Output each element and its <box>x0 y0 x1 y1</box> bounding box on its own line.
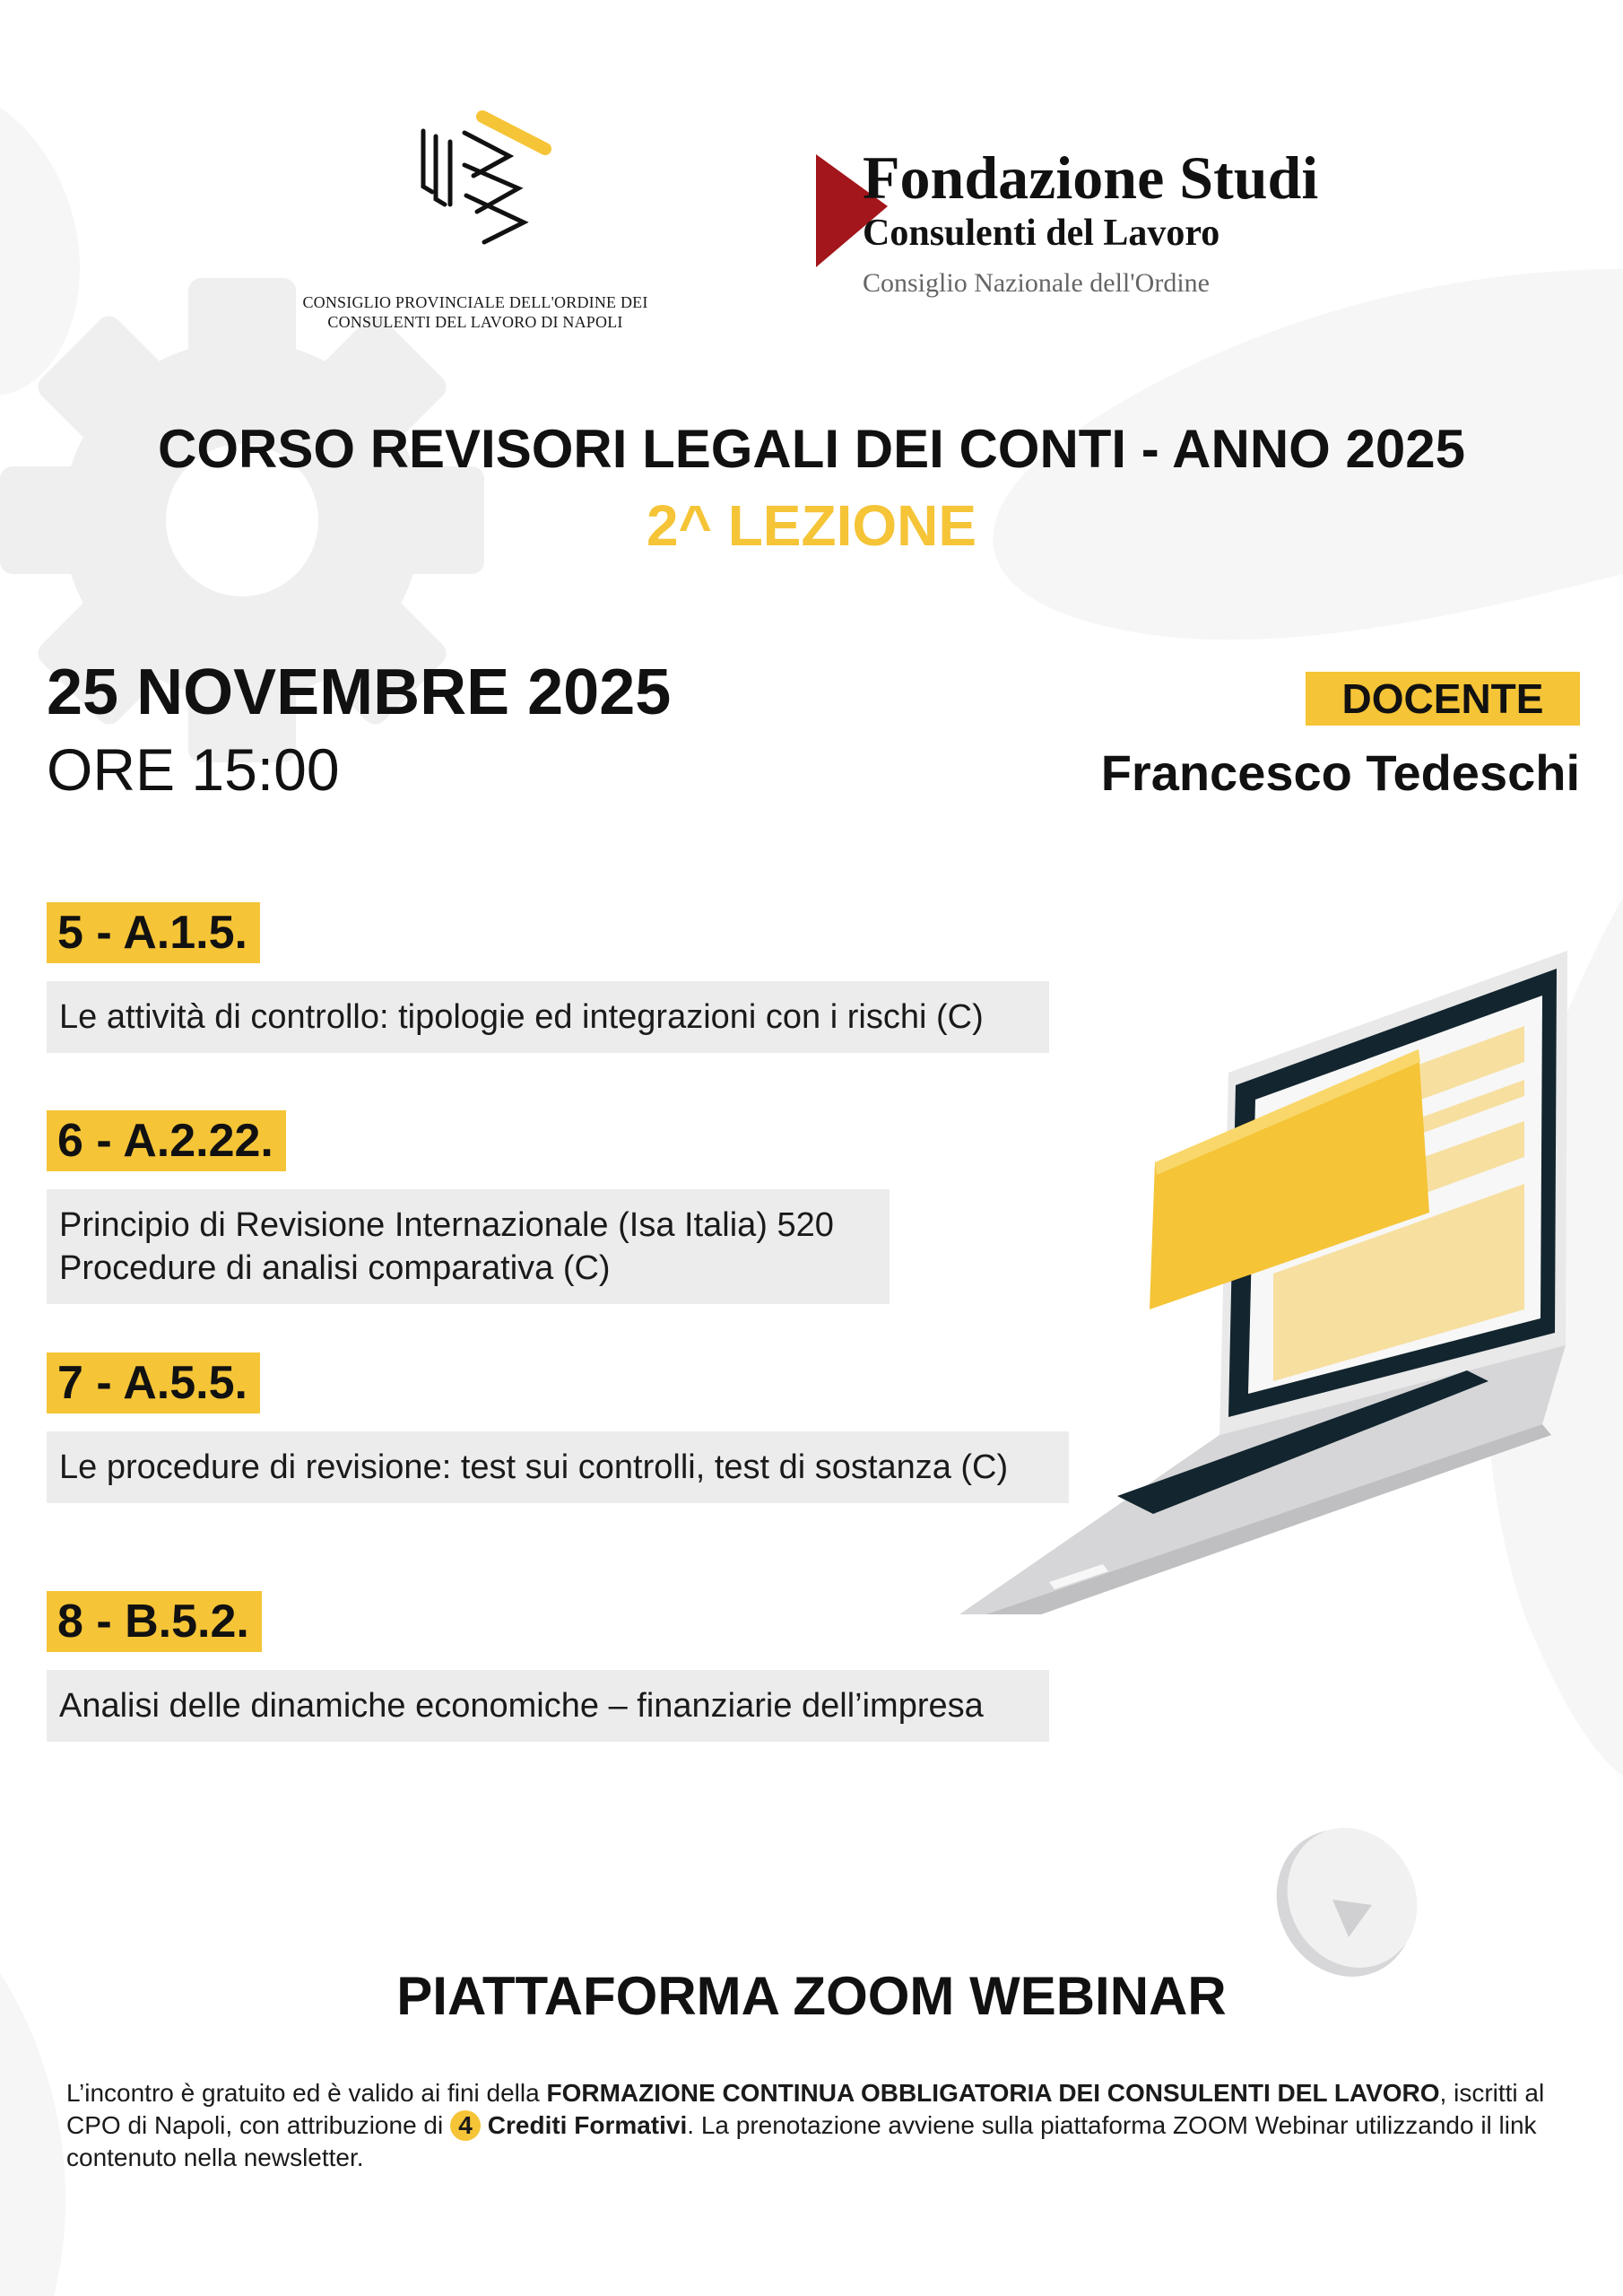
event-time: ORE 15:00 <box>47 736 340 803</box>
fondazione-council: Consiglio Nazionale dell'Ordine <box>863 268 1210 298</box>
fondazione-subtitle: Consulenti del Lavoro <box>863 213 1220 254</box>
teacher-name: Francesco Tedeschi <box>1100 744 1580 801</box>
footer-part1: L’incontro è gratuito ed è valido ai fini della <box>66 2079 547 2107</box>
footer-bold2: Crediti Formativi <box>481 2111 688 2139</box>
play-button-icon <box>1266 1817 1428 1979</box>
docente-badge: DOCENTE <box>1306 672 1580 726</box>
footer-text <box>66 2077 1573 2174</box>
course-title: CORSO REVISORI LEGALI DEI CONTI - ANNO 2025 <box>158 419 1465 479</box>
module-code: 7 - A.5.5. <box>47 1352 260 1413</box>
module-description-line: Principio di Revisione Internazionale (Isa Italia) 520 <box>59 1206 834 1244</box>
module-code: 6 - A.2.22. <box>47 1110 286 1171</box>
footer-bold1: FORMAZIONE CONTINUA OBBLIGATORIA DEI CONSULENTI DEL LAVORO <box>546 2079 1440 2107</box>
credits-badge: 4 <box>450 2110 481 2141</box>
module-description-line: Procedure di analisi comparativa (C) <box>59 1249 611 1287</box>
event-date: 25 NOVEMBRE 2025 <box>47 657 672 728</box>
module-code: 5 - A.1.5. <box>47 902 260 963</box>
fondazione-title: Fondazione Studi <box>863 144 1319 212</box>
module-description-line: Le attività di controllo: tipologie ed integrazioni con i rischi (C) <box>59 998 984 1036</box>
lesson-number: 2^ LEZIONE <box>646 493 977 558</box>
cpo-caption-line2: CONSULENTI DEL LAVORO DI NAPOLI <box>327 313 623 331</box>
platform-title: PIATTAFORMA ZOOM WEBINAR <box>396 1966 1227 2026</box>
footer-part2: , iscritti al CPO di Napoli, con attribuzione di <box>66 2079 1545 2139</box>
laptop-illustration <box>950 933 1578 1614</box>
module-description <box>47 1670 1049 1742</box>
cpo-logo-icon <box>411 106 563 258</box>
footer-part3: . La prenotazione avviene sulla piattaforma ZOOM Webinar utilizzando il link contenuto nella newsletter. <box>66 2111 1537 2171</box>
module-description-line: Analisi delle dinamiche economiche – finanziarie dell’impresa <box>59 1687 984 1725</box>
module-description <box>47 1431 1069 1503</box>
module-description <box>47 981 1049 1053</box>
cpo-caption-line1: CONSIGLIO PROVINCIALE DELL'ORDINE DEI <box>302 293 648 311</box>
module-description-line: Le procedure di revisione: test sui controlli, test di sostanza (C) <box>59 1448 1009 1486</box>
module-code: 8 - B.5.2. <box>47 1591 262 1652</box>
module-description <box>47 1189 890 1304</box>
cpo-caption <box>269 292 681 332</box>
